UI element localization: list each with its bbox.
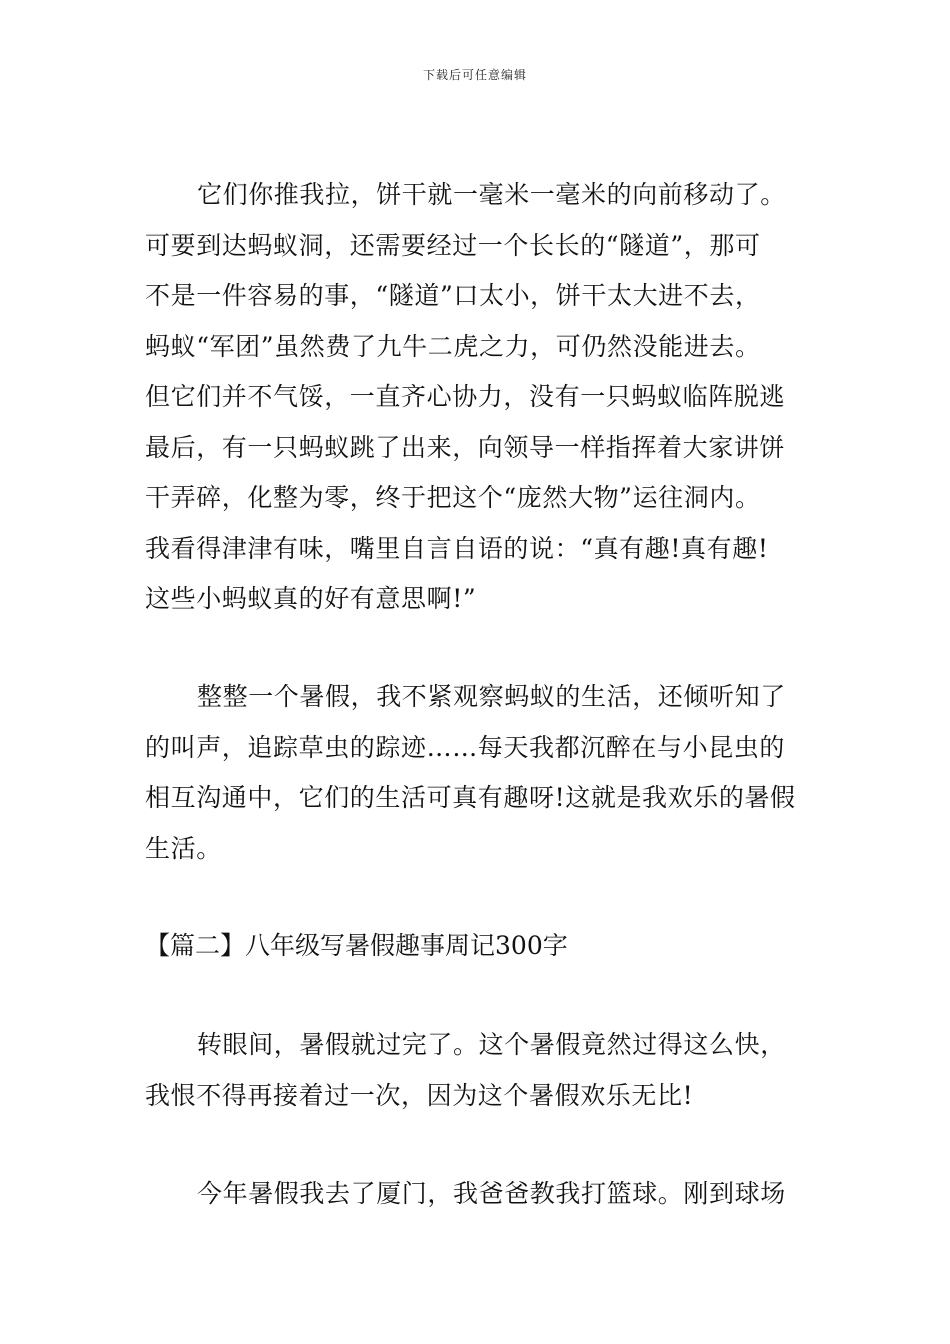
- paragraph-line: 转眼间，暑假就过完了。这个暑假竟然过得这么快，: [197, 1030, 786, 1059]
- section-heading: 【篇二】八年级写暑假趣事周记300字: [145, 931, 568, 960]
- paragraph-line: 这些小蚂蚁真的好有意思啊!”: [145, 584, 477, 613]
- paragraph-line: 生活。: [145, 833, 222, 863]
- paragraph-line: 不是一件容易的事，“隧道”口太小，饼干太大进不去，: [145, 281, 761, 310]
- paragraph-line: 我恨不得再接着过一次，因为这个暑假欢乐无比!: [145, 1080, 694, 1110]
- paragraph-line: 蚂蚁“军团”虽然费了九牛二虎之力，可仍然没能进去。: [145, 331, 761, 361]
- paragraph-line: 的叫声，追踪草虫的踪迹……每天我都沉醉在与小昆虫的: [145, 732, 786, 762]
- paragraph-3: [145, 1020, 810, 1121]
- paragraph-line: 相互沟通中，它们的生活可真有趣呀!这就是我欢乐的暑假: [145, 783, 796, 812]
- page-header: 下载后可任意编辑: [422, 68, 527, 82]
- paragraph-line: 我看得津津有味，嘴里自言自语的说：“真有趣!真有趣!: [145, 533, 769, 563]
- paragraph-2: [145, 672, 810, 874]
- paragraph-line: 最后，有一只蚂蚁跳了出来，向领导一样指挥着大家讲饼: [145, 432, 786, 462]
- paragraph-line: 整整一个暑假，我不紧观察蚂蚁的生活，还倾听知了: [197, 682, 786, 711]
- paragraph-1: [145, 170, 810, 625]
- paragraph-line: 今年暑假我去了厦门，我爸爸教我打篮球。刚到球场: [197, 1179, 786, 1208]
- paragraph-line: 但它们并不气馁，一直齐心协力，没有一只蚂蚁临阵脱逃: [145, 382, 786, 411]
- paragraph-4: [145, 1169, 810, 1220]
- paragraph-line: 干弄碎，化整为零，终于把这个“庞然大物”运往洞内。: [145, 483, 761, 512]
- paragraph-line: 可要到达蚂蚁洞，还需要经过一个长长的“隧道”，那可: [145, 230, 761, 260]
- paragraph-line: 它们你推我拉，饼干就一毫米一毫米的向前移动了。: [197, 180, 786, 209]
